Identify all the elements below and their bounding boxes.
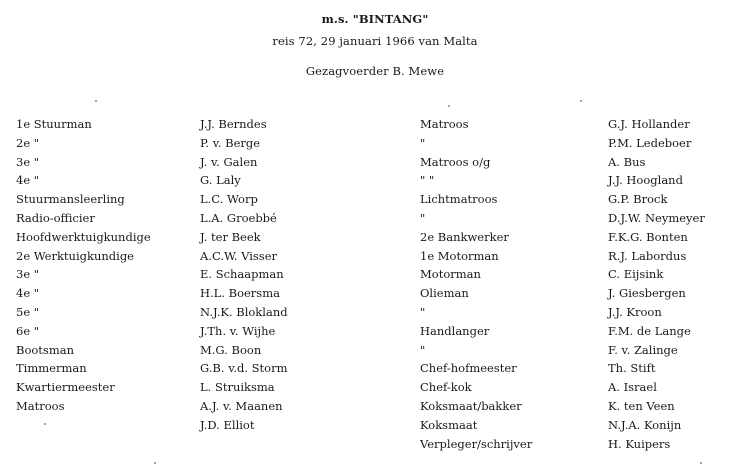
crew-rank: Motorman bbox=[420, 267, 481, 282]
captain-line: Gezagvoerder B. Mewe bbox=[305, 64, 445, 78]
crew-name: J.D. Elliot bbox=[200, 417, 255, 432]
crew-rank: Radio-officier bbox=[16, 210, 95, 225]
ship-name: m.s. "BINTANG" bbox=[321, 12, 429, 26]
crew-rank: Kwartiermeester bbox=[16, 380, 115, 395]
scan-speck bbox=[44, 423, 46, 425]
crew-rank: Handlanger bbox=[420, 323, 490, 338]
crew-name: A.C.W. Visser bbox=[200, 248, 278, 263]
crew-name: J. Giesbergen bbox=[608, 286, 686, 301]
crew-name: K. ten Veen bbox=[608, 398, 675, 413]
crew-name: H.L. Boersma bbox=[200, 286, 280, 301]
crew-name: F.M. de Lange bbox=[608, 323, 691, 338]
crew-name: J.Th. v. Wijhe bbox=[200, 323, 276, 338]
crew-name: P.M. Ledeboer bbox=[608, 135, 692, 150]
crew-rank: 4e " bbox=[16, 173, 40, 188]
crew-rank: Timmerman bbox=[16, 361, 87, 376]
crew-rank: 2e " bbox=[16, 135, 40, 150]
crew-name: L.A. Groebbé bbox=[200, 210, 277, 225]
crew-rank: Bootsman bbox=[16, 342, 74, 357]
crew-name: J. v. Galen bbox=[200, 154, 258, 169]
crew-left-ranks bbox=[16, 115, 201, 435]
scan-speck bbox=[448, 105, 450, 107]
crew-name: G.J. Hollander bbox=[608, 117, 690, 131]
crew-name: E. Schaapman bbox=[200, 267, 284, 282]
crew-rank: " bbox=[420, 135, 426, 150]
crew-rank: " bbox=[420, 304, 426, 319]
scan-speck bbox=[580, 100, 582, 102]
crew-rank: " bbox=[420, 342, 426, 357]
crew-name: M.G. Boon bbox=[200, 342, 262, 357]
crew-rank: " bbox=[420, 210, 426, 225]
crew-rank: 2e Bankwerker bbox=[420, 229, 509, 244]
crew-name: G. Laly bbox=[200, 173, 241, 188]
crew-name: J.J. Berndes bbox=[200, 117, 267, 131]
crew-name: R.J. Labordus bbox=[608, 248, 687, 263]
crew-name: J.J. Kroon bbox=[608, 304, 662, 319]
crew-rank: Chef-kok bbox=[420, 380, 472, 395]
crew-name: C. Eijsink bbox=[608, 267, 664, 282]
crew-name: G.B. v.d. Storm bbox=[200, 361, 288, 376]
crew-name: A. Israel bbox=[608, 380, 657, 395]
crew-rank: Stuurmansleerling bbox=[16, 192, 125, 207]
crew-left-names bbox=[200, 115, 415, 435]
crew-rank: Matroos bbox=[420, 117, 469, 131]
crew-rank: 1e Stuurman bbox=[16, 117, 92, 131]
crew-name: N.J.K. Blokland bbox=[200, 304, 288, 319]
crew-right-ranks bbox=[420, 115, 608, 453]
crew-rank: 1e Motorman bbox=[420, 248, 499, 263]
crew-rank: 4e " bbox=[16, 286, 40, 301]
crew-rank: 3e " bbox=[16, 154, 40, 169]
crew-name: G.P. Brock bbox=[608, 192, 668, 207]
crew-name: F.K.G. Bonten bbox=[608, 229, 688, 244]
crew-name: H. Kuipers bbox=[608, 436, 671, 451]
crew-name: A.J. v. Maanen bbox=[200, 398, 283, 413]
crew-rank: 2e Werktuigkundige bbox=[16, 248, 134, 263]
crew-rank: 5e " bbox=[16, 304, 40, 319]
crew-name: L. Struiksma bbox=[200, 380, 275, 395]
crew-rank bbox=[16, 416, 201, 435]
crew-name: L.C. Worp bbox=[200, 192, 258, 207]
crew-rank: Chef-hofmeester bbox=[420, 361, 517, 376]
crew-rank: " " bbox=[420, 173, 435, 188]
crew-rank: Verpleger/schrijver bbox=[420, 436, 533, 451]
crew-rank: Koksmaat/bakker bbox=[420, 398, 522, 413]
crew-rank: Koksmaat bbox=[420, 417, 478, 432]
crew-name: N.J.A. Konijn bbox=[608, 417, 682, 432]
crew-rank: Hoofdwerktuigkundige bbox=[16, 229, 151, 244]
crew-name: J. ter Beek bbox=[200, 229, 261, 244]
scan-speck bbox=[95, 100, 97, 102]
crew-rank: 6e " bbox=[16, 323, 40, 338]
crew-name: F. v. Zalinge bbox=[608, 342, 678, 357]
crew-name: A. Bus bbox=[608, 154, 646, 169]
crew-name: P. v. Berge bbox=[200, 135, 261, 150]
crew-rank: 3e " bbox=[16, 267, 40, 282]
scan-speck bbox=[700, 462, 702, 464]
voyage-line: reis 72, 29 januari 1966 van Malta bbox=[272, 34, 478, 48]
crew-name: J.J. Hoogland bbox=[608, 173, 683, 188]
crew-name: D.J.W. Neymeyer bbox=[608, 210, 705, 225]
crew-name: Th. Stift bbox=[608, 361, 656, 376]
crew-right-names bbox=[608, 115, 748, 453]
crew-rank: Olieman bbox=[420, 286, 469, 301]
crew-rank: Lichtmatroos bbox=[420, 192, 498, 207]
scan-speck bbox=[154, 462, 156, 464]
crew-rank: Matroos bbox=[16, 398, 65, 413]
crew-rank: Matroos o/g bbox=[420, 154, 491, 169]
